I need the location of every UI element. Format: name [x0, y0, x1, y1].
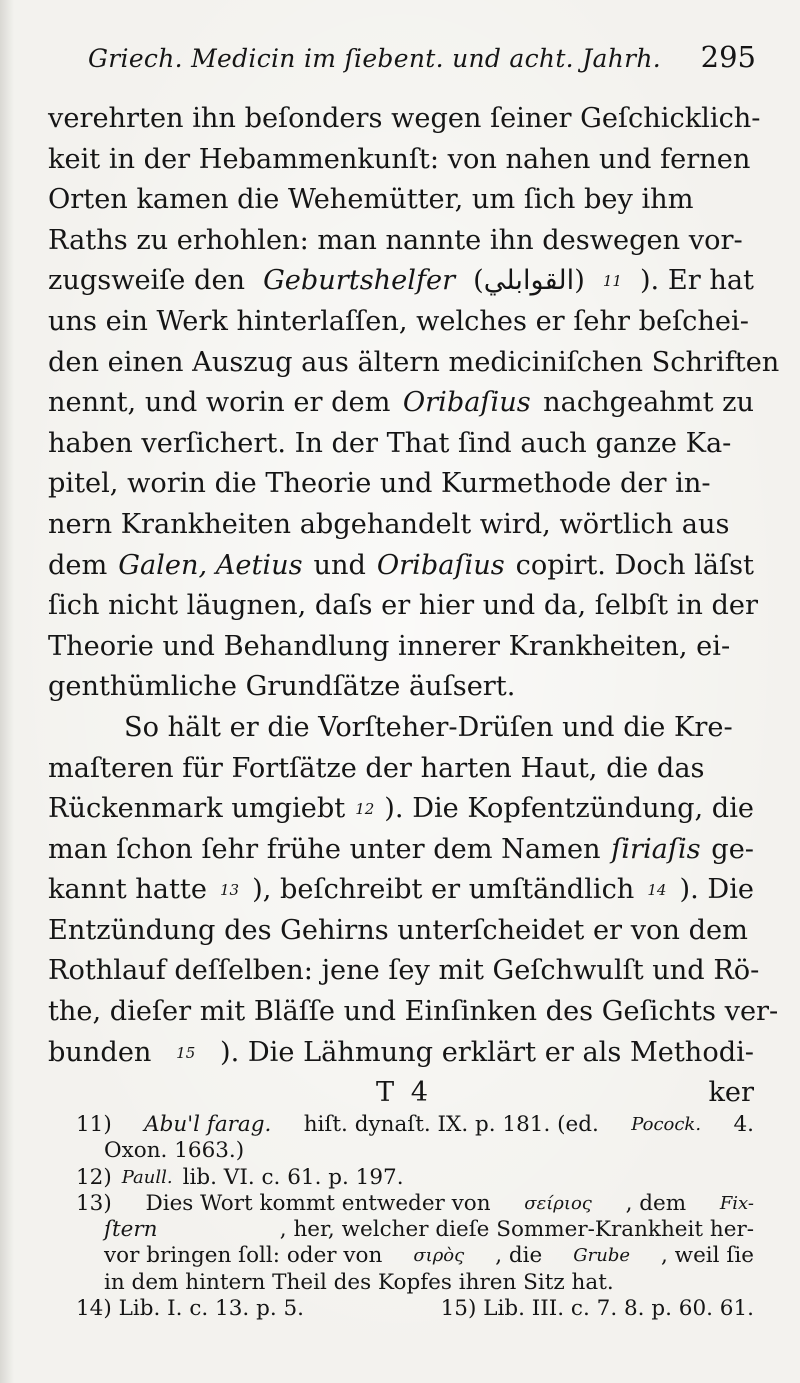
text-line: man ſchon ſehr frühe unter dem Namen ſiriaſis ge-	[48, 833, 754, 865]
footnote-ref: 11	[602, 272, 622, 291]
running-header	[88, 40, 756, 84]
text-line: Entzündung des Gehirns unterſcheidet er von dem	[48, 914, 748, 946]
catchword: ker	[708, 1077, 754, 1109]
footnote-13-cont: vor bringen ſoll: oder von σιρὸς , die Grube , weil ſie	[104, 1243, 754, 1269]
signature-line	[48, 1073, 754, 1114]
footnote-ref: 12	[355, 800, 375, 819]
text-line: ſich nicht läugnen, daſs er hier und da, ſelbſt in der	[48, 590, 758, 622]
text-line: haben verſichert. In der That ſind auch ganze Ka-	[48, 427, 732, 459]
greek-term: σείριος	[524, 1192, 592, 1214]
footnote-13: 13) Dies Wort kommt entweder von σείριος , dem Fix-	[76, 1190, 754, 1216]
footnote-13-cont: in dem hintern Theil des Kopfes ihren Sitz hat.	[104, 1269, 614, 1295]
text-line: kannt hatte 13 ), beſchreibt er umſtändlich 14 ). Die	[48, 870, 754, 911]
footnote-ref: 13	[219, 881, 240, 900]
text-line: nern Krankheiten abgehandelt wird, wörtlich aus	[48, 508, 730, 540]
footnote-14: 14) Lib. I. c. 13. p. 5.	[76, 1296, 305, 1322]
footnote-11: 11) Abu'l farag. hiſt. dynaſt. IX. p. 181. (ed. Pocock. 4.	[76, 1112, 754, 1137]
text-line: nennt, und worin er dem Oribaſius nachgeahmt zu	[48, 387, 754, 419]
text-line: Theorie und Behandlung innerer Krankheiten, ei-	[48, 630, 731, 662]
text-line: zugsweiſe den Geburtshelfer (القوابلي) 11 ). Er hat	[48, 261, 754, 302]
text-line: dem Galen, Aetius und Oribaſius copirt. Doch läſst	[48, 549, 754, 581]
text-line: verehrten ihn beſonders wegen ſeiner Geſchicklich-	[48, 103, 761, 134]
text-line: keit in der Hebammenkunſt: von nahen und fernen	[48, 143, 751, 175]
running-title: Griech. Medicin im ſiebent. und acht. Jahrh.	[88, 44, 662, 73]
text-line: uns ein Werk hinterlaſſen, welches er ſehr beſchei-	[48, 305, 749, 337]
main-text	[48, 99, 780, 1114]
text-line: maſteren für Fortſätze der harten Haut, die das	[48, 752, 705, 784]
signature-mark: T 4	[376, 1077, 433, 1109]
text-line: bunden 15 ). Die Lähmung erklärt er als Methodi-	[48, 1033, 754, 1074]
text-line: pitel, worin die Theorie und Kurmethode der in-	[48, 468, 711, 500]
footnote-13-cont: ſtern , her, welcher dieſe Sommer-Krankheit her-	[104, 1217, 754, 1243]
footnote-ref: 15	[176, 1043, 196, 1062]
footnote-12: 12) Paull. lib. VI. c. 61. p. 197.	[76, 1164, 404, 1190]
text-line: Orten kamen die Wehemütter, um ſich bey ihm	[48, 184, 694, 216]
footnote-ref: 14	[647, 881, 667, 900]
text-line: Raths zu erhohlen: man nannte ihn deswegen vor-	[48, 224, 743, 256]
footnote-11-cont: Oxon. 1663.)	[104, 1138, 245, 1164]
paragraph-start-line: So hält er die Vorſteher-Drüſen und die Kre-	[124, 711, 733, 743]
page-edge-shadow	[0, 0, 14, 1383]
text-line: the, dieſer mit Bläſſe und Einſinken des Geſichts ver-	[48, 996, 779, 1028]
text-line: den einen Auszug aus ältern mediciniſchen Schriften	[48, 346, 780, 378]
page-number: 295	[700, 40, 756, 74]
paragraph-end-line: genthümliche Grundſätze äuſsert.	[48, 671, 516, 703]
arabic-term: (القوابلي)	[473, 265, 585, 297]
text-line: Rothlauf deſſelben: jene ſey mit Geſchwulſt und Rö-	[48, 955, 760, 987]
footnote-15: 15) Lib. III. c. 7. 8. p. 60. 61.	[440, 1296, 754, 1322]
text-line: Rückenmark umgiebt 12 ). Die Kopfentzündung, die	[48, 789, 754, 830]
footnotes-14-15	[76, 1296, 754, 1322]
footnotes	[76, 1112, 754, 1322]
greek-term: σιρὸς	[413, 1245, 465, 1267]
